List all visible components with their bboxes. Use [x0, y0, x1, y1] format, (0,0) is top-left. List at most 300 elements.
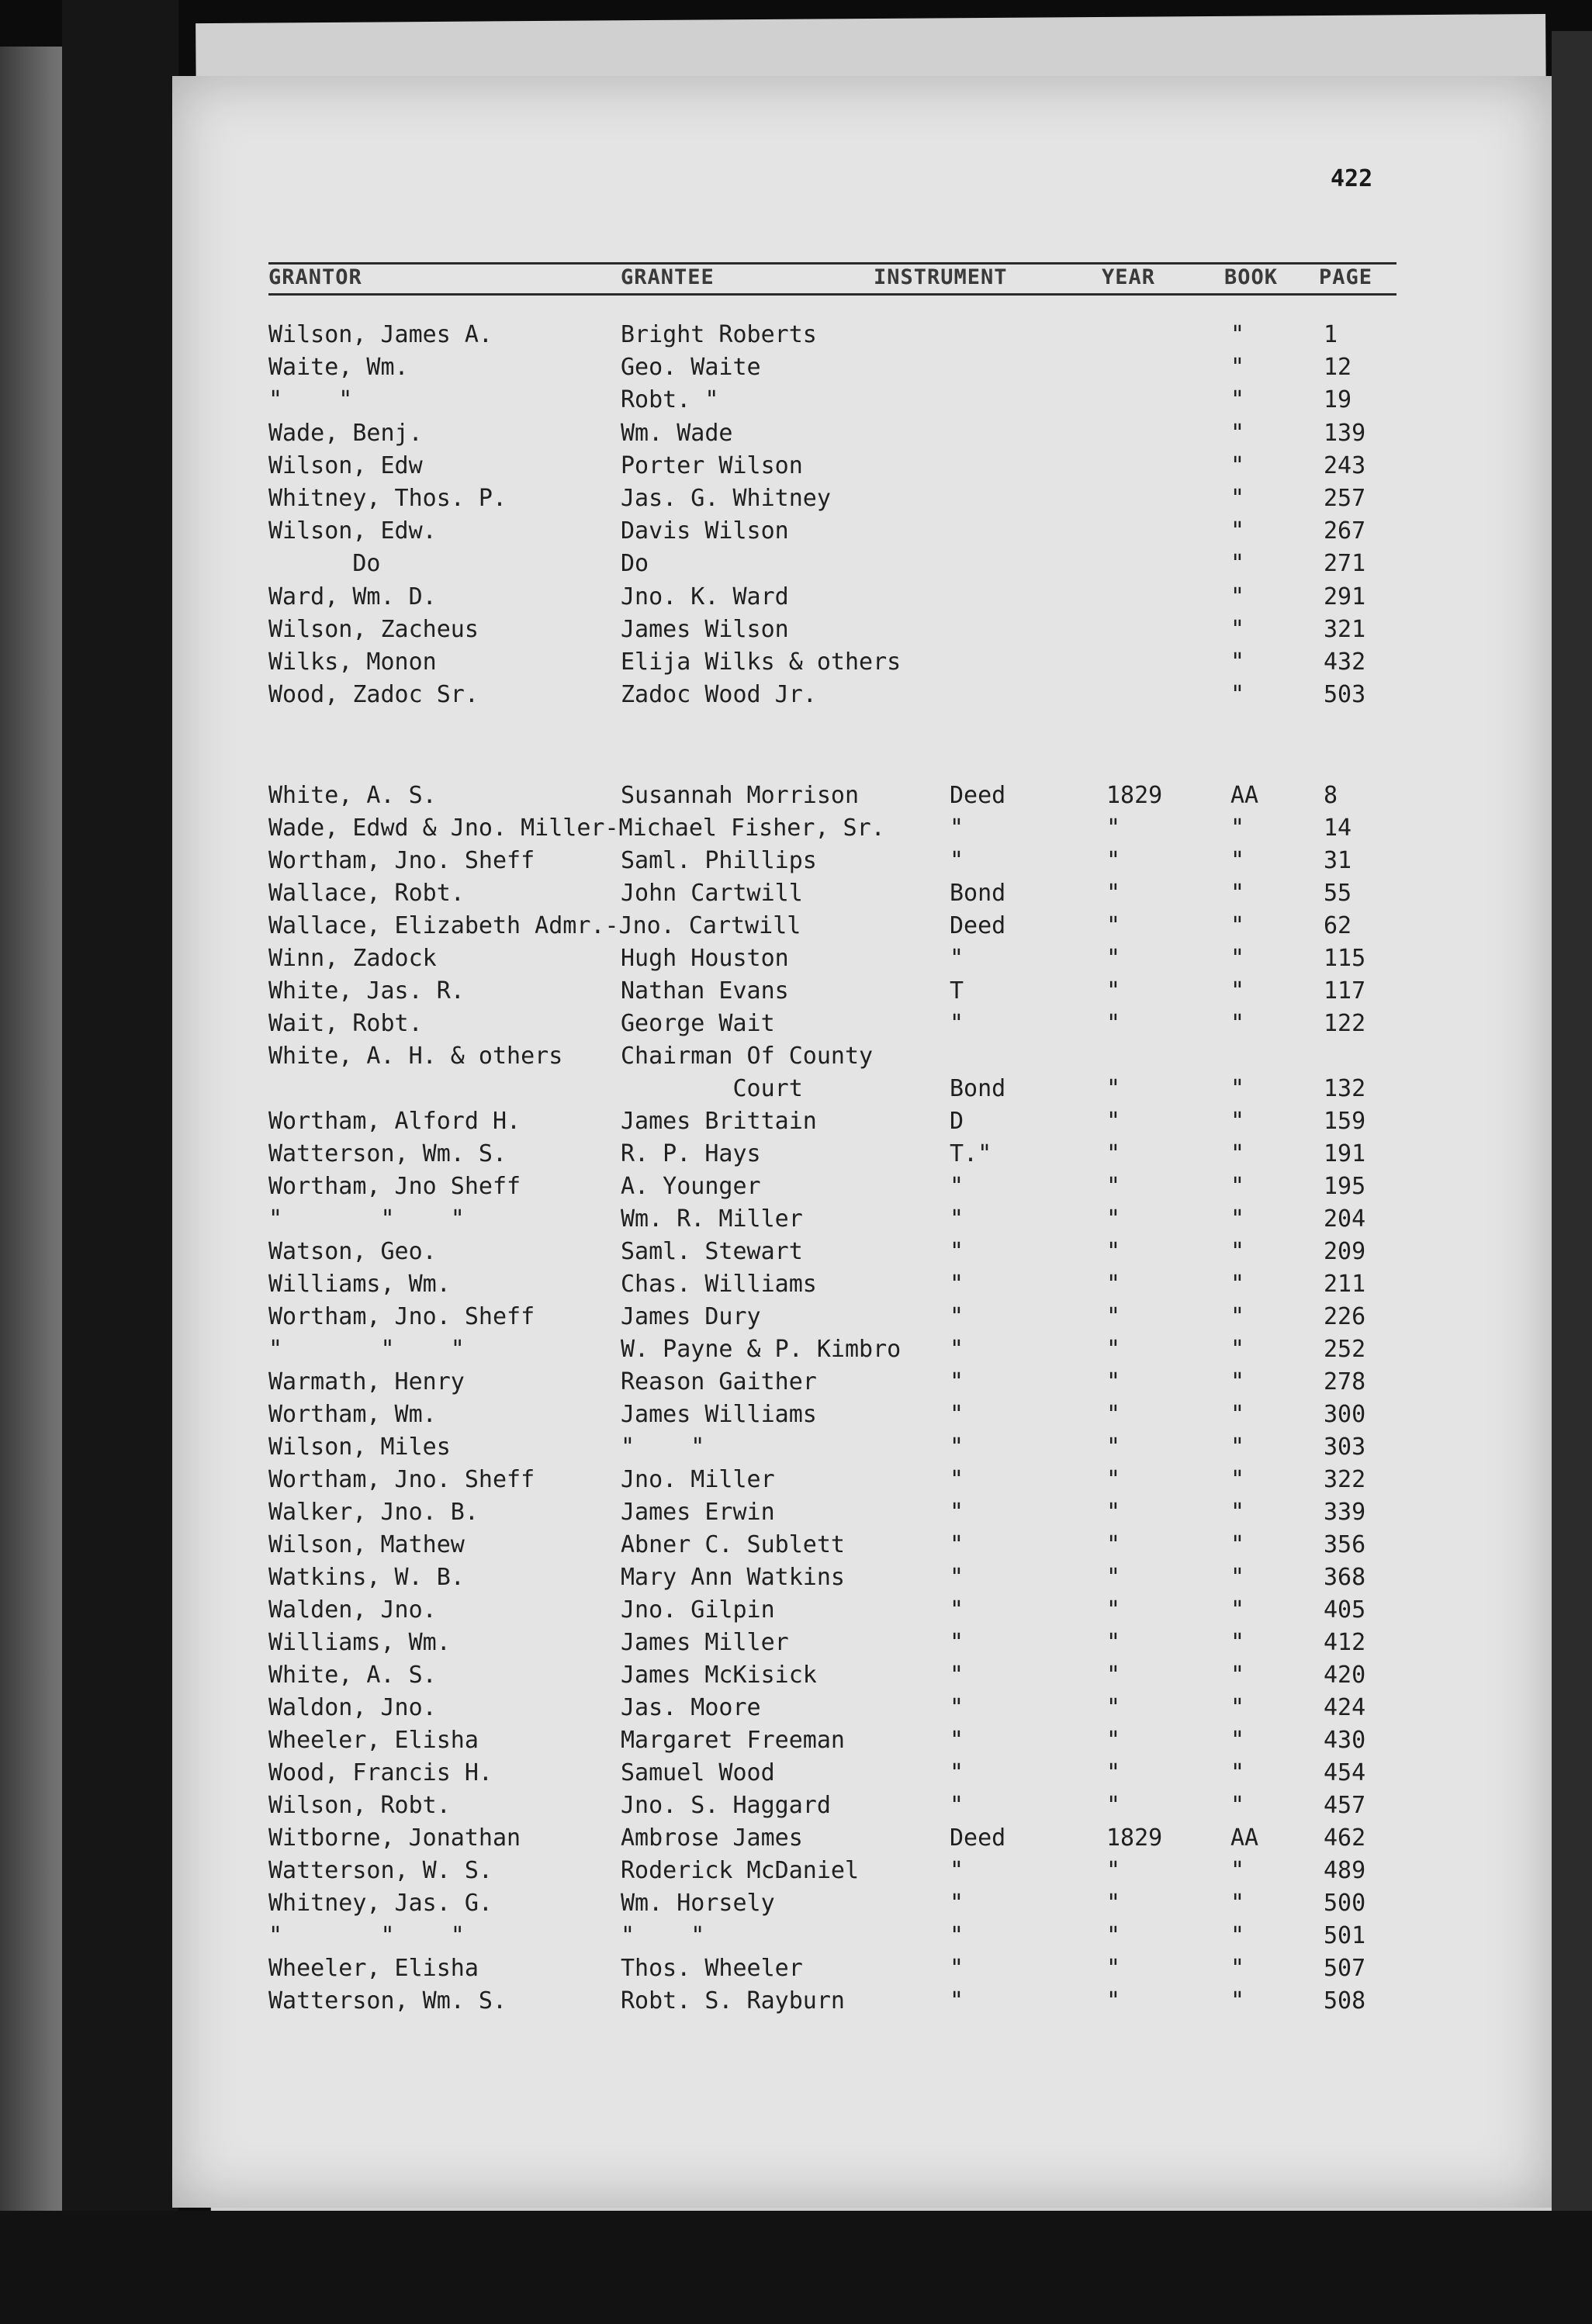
grantor-cell: Waite, Wm. [268, 354, 409, 382]
table-row [0, 1010, 1396, 1039]
table-row [0, 1075, 1396, 1105]
page-cell: 300 [1324, 1401, 1366, 1428]
page-cell: 55 [1324, 880, 1352, 907]
book-cell: " [1230, 1727, 1245, 1754]
book-cell: " [1230, 1010, 1245, 1037]
year-cell: " [1106, 945, 1121, 972]
instrument-cell: " [950, 1564, 964, 1591]
instrument-cell: " [950, 1727, 964, 1754]
year-cell: " [1106, 1205, 1121, 1233]
instrument-cell: " [950, 814, 964, 842]
book-cell: " [1230, 1205, 1245, 1233]
grantor-cell: White, Jas. R. [268, 977, 465, 1005]
table-row [0, 1955, 1396, 1984]
year-cell: " [1106, 1694, 1121, 1721]
book-cell: " [1230, 1466, 1245, 1493]
grantee-cell: John Cartwill [621, 880, 803, 907]
grantee-cell: Saml. Phillips [621, 847, 817, 874]
book-cell: " [1230, 1890, 1245, 1917]
page-cell: 420 [1324, 1662, 1366, 1689]
book-cell: " [1230, 1531, 1245, 1558]
year-cell: " [1106, 1271, 1121, 1298]
grantor-cell: White, A. H. & others [268, 1043, 563, 1070]
grantor-cell: Watson, Geo. [268, 1238, 437, 1265]
book-cell: " [1230, 1499, 1245, 1526]
page-cell: 243 [1324, 451, 1366, 479]
grantee-cell: Elija Wilks & others [621, 648, 902, 676]
book-cell: " [1230, 880, 1245, 907]
table-row [0, 583, 1396, 613]
book-cell: " [1230, 1922, 1245, 1949]
table-row [0, 354, 1396, 383]
grantor-cell: Wilson, James A. [268, 321, 493, 348]
grantor-cell: Warmath, Henry [268, 1368, 465, 1395]
year-cell: " [1106, 912, 1121, 939]
book-cell: " [1230, 1173, 1245, 1200]
instrument-cell: " [950, 1401, 964, 1428]
book-cell: " [1230, 1629, 1245, 1656]
table-row [0, 847, 1396, 877]
grantee-cell: Jas. Moore [621, 1694, 761, 1721]
table-row [0, 1564, 1396, 1593]
grantee-cell: Ambrose James [621, 1824, 803, 1852]
year-cell: " [1106, 1173, 1121, 1200]
instrument-cell: Bond [950, 1075, 1006, 1102]
page-cell: 31 [1324, 847, 1352, 874]
page-cell: 339 [1324, 1499, 1366, 1526]
instrument-cell: Deed [950, 1824, 1006, 1852]
page-cell: 19 [1324, 386, 1352, 414]
instrument-cell: " [950, 1922, 964, 1949]
book-cell: " [1230, 583, 1245, 610]
grantor-cell: White, A. S. [268, 782, 437, 809]
instrument-cell: " [950, 1955, 964, 1982]
book-cell: " [1230, 451, 1245, 479]
grantor-cell: Watterson, W. S. [268, 1857, 493, 1884]
table-row [0, 1824, 1396, 1854]
year-cell: " [1106, 1890, 1121, 1917]
instrument-cell: " [950, 1336, 964, 1363]
book-cell: " [1230, 1662, 1245, 1689]
year-cell: " [1106, 1499, 1121, 1526]
page-number: 422 [1331, 165, 1373, 192]
year-cell: " [1106, 1629, 1121, 1656]
grantee-cell: James Brittain [621, 1108, 817, 1135]
page-cell: 226 [1324, 1303, 1366, 1330]
page-cell: 271 [1324, 550, 1366, 578]
grantor-cell: Watterson, Wm. S. [268, 1140, 507, 1167]
table-row [0, 912, 1396, 942]
book-cell: " [1230, 1987, 1245, 2014]
instrument-cell: T." [950, 1140, 992, 1167]
year-cell: " [1106, 1596, 1121, 1624]
book-cell: " [1230, 321, 1245, 348]
page-cell: 8 [1324, 782, 1338, 809]
grantor-cell: White, A. S. [268, 1662, 437, 1689]
instrument-cell: " [950, 1662, 964, 1689]
grantor-cell: Wilson, Edw [268, 451, 423, 479]
book-cell: " [1230, 1433, 1245, 1461]
book-cell: " [1230, 1108, 1245, 1135]
grantor-cell: Wood, Zadoc Sr. [268, 681, 479, 709]
grantee-cell: Zadoc Wood Jr. [621, 681, 817, 709]
page-cell: 209 [1324, 1238, 1366, 1265]
grantee-cell: George Wait [621, 1010, 775, 1037]
header-book: BOOK [1224, 265, 1279, 289]
table-row [0, 550, 1396, 579]
instrument-cell: " [950, 1596, 964, 1624]
book-cell: " [1230, 977, 1245, 1005]
header-rule-bottom [268, 293, 1396, 296]
year-cell: " [1106, 1564, 1121, 1591]
year-cell: " [1106, 1662, 1121, 1689]
page-cell: 122 [1324, 1010, 1366, 1037]
table-row [0, 1336, 1396, 1365]
book-cell: AA [1230, 782, 1259, 809]
page-cell: 322 [1324, 1466, 1366, 1493]
grantor-cell: Watterson, Wm. S. [268, 1987, 507, 2014]
book-cell: " [1230, 517, 1245, 545]
year-cell: " [1106, 977, 1121, 1005]
book-cell: " [1230, 1401, 1245, 1428]
instrument-cell: Bond [950, 880, 1006, 907]
year-cell: " [1106, 1433, 1121, 1461]
book-cell: " [1230, 1336, 1245, 1363]
book-cell: " [1230, 681, 1245, 709]
instrument-cell: " [950, 1205, 964, 1233]
table-row [0, 616, 1396, 645]
table-row [0, 1205, 1396, 1235]
header-grantor: GRANTOR [268, 265, 362, 289]
grantor-cell: " " " [268, 1922, 465, 1949]
header-instrument: INSTRUMENT [874, 265, 1008, 289]
grantor-cell: Wilson, Robt. [268, 1792, 451, 1819]
book-cell: " [1230, 1596, 1245, 1624]
instrument-cell: Deed [950, 782, 1006, 809]
page-cell: 503 [1324, 681, 1366, 709]
table-row [0, 1792, 1396, 1821]
grantee-cell: R. P. Hays [621, 1140, 761, 1167]
year-cell: " [1106, 1368, 1121, 1395]
grantor-cell: Wortham, Alford H. [268, 1108, 521, 1135]
book-cell: " [1230, 1303, 1245, 1330]
year-cell: " [1106, 847, 1121, 874]
page-cell: 368 [1324, 1564, 1366, 1591]
page-cell: 501 [1324, 1922, 1366, 1949]
book-cell: " [1230, 1075, 1245, 1102]
book-cell: " [1230, 1694, 1245, 1721]
table-row [0, 1531, 1396, 1561]
page-cell: 278 [1324, 1368, 1366, 1395]
year-cell: " [1106, 1238, 1121, 1265]
book-cell: " [1230, 354, 1245, 382]
instrument-cell: " [950, 1987, 964, 2014]
instrument-cell: " [950, 1499, 964, 1526]
book-cell: " [1230, 1759, 1245, 1786]
grantee-cell: James Williams [621, 1401, 817, 1428]
instrument-cell: " [950, 1792, 964, 1819]
grantee-cell: Do [621, 550, 649, 578]
grantor-cell: " " " [268, 1336, 465, 1363]
grantor-cell: Wortham, Jno. Sheff [268, 1466, 535, 1493]
instrument-cell: Deed [950, 912, 1006, 939]
grantee-cell: Wm. Wade [621, 419, 733, 447]
page-cell: 507 [1324, 1955, 1366, 1982]
instrument-cell: " [950, 945, 964, 972]
grantor-cell: Ward, Wm. D. [268, 583, 437, 610]
grantor-cell: Wilson, Miles [268, 1433, 451, 1461]
grantee-cell: Jno. K. Ward [621, 583, 789, 610]
book-cell: " [1230, 1238, 1245, 1265]
table-row [0, 945, 1396, 974]
grantor-cell: Wheeler, Elisha [268, 1955, 479, 1982]
grantee-cell: Porter Wilson [621, 451, 803, 479]
year-cell: " [1106, 1727, 1121, 1754]
grantor-cell: Walden, Jno. [268, 1596, 437, 1624]
table-row [0, 1303, 1396, 1333]
book-cell: " [1230, 1564, 1245, 1591]
grantor-cell: Wortham, Wm. [268, 1401, 437, 1428]
grantee-cell: " " [621, 1922, 705, 1949]
grantor-cell: Wortham, Jno. Sheff [268, 1303, 535, 1330]
instrument-cell: " [950, 847, 964, 874]
table-row [0, 420, 1396, 449]
table-row [0, 648, 1396, 678]
table-row [0, 485, 1396, 514]
table-row [0, 1401, 1396, 1430]
page-cell: 62 [1324, 912, 1352, 939]
table-row [0, 1662, 1396, 1691]
grantor-cell: Walker, Jno. B. [268, 1499, 479, 1526]
year-cell: " [1106, 1303, 1121, 1330]
grantor-cell: Williams, Wm. [268, 1271, 451, 1298]
book-cell: " [1230, 386, 1245, 414]
instrument-cell: " [950, 1531, 964, 1558]
page-cell: 115 [1324, 945, 1366, 972]
grantor-cell: Whitney, Thos. P. [268, 485, 507, 512]
grantor-cell: Wilson, Mathew [268, 1531, 465, 1558]
book-cell: AA [1230, 1824, 1259, 1852]
page-cell: 204 [1324, 1205, 1366, 1233]
year-cell: 1829 [1106, 1824, 1163, 1852]
grantor-cell: Williams, Wm. [268, 1629, 451, 1656]
grantor-cell: Wood, Francis H. [268, 1759, 493, 1786]
grantor-cell: Wade, Edwd & Jno. Miller-Michael Fisher, Sr. [268, 814, 885, 842]
page-cell: 462 [1324, 1824, 1366, 1852]
table-row [0, 1108, 1396, 1137]
grantor-cell: Wait, Robt. [268, 1010, 423, 1037]
table-row [0, 517, 1396, 547]
page-cell: 159 [1324, 1108, 1366, 1135]
table-row [0, 1499, 1396, 1528]
book-cell: " [1230, 419, 1245, 447]
grantee-cell: Jno. Gilpin [621, 1596, 775, 1624]
page-cell: 430 [1324, 1727, 1366, 1754]
grantee-cell: Hugh Houston [621, 945, 789, 972]
grantee-cell: Jas. G. Whitney [621, 485, 831, 512]
grantor-cell: " " [268, 386, 353, 414]
grantee-cell: Wm. R. Miller [621, 1205, 803, 1233]
grantor-cell: Watkins, W. B. [268, 1564, 465, 1591]
header-year: YEAR [1102, 265, 1156, 289]
instrument-cell: " [950, 1433, 964, 1461]
table-row [0, 1987, 1396, 2017]
year-cell: " [1106, 814, 1121, 842]
grantee-cell: W. Payne & P. Kimbro [621, 1336, 902, 1363]
table-row [0, 814, 1396, 844]
table-row [0, 1694, 1396, 1724]
book-cell: " [1230, 1271, 1245, 1298]
book-cell: " [1230, 945, 1245, 972]
grantee-cell: A. Younger [621, 1173, 761, 1200]
grantee-cell: Samuel Wood [621, 1759, 775, 1786]
grantee-cell: Jno. S. Haggard [621, 1792, 831, 1819]
page-cell: 432 [1324, 648, 1366, 676]
grantee-cell: Robt. " [621, 386, 719, 414]
grantee-cell: " " [621, 1433, 705, 1461]
instrument-cell: " [950, 1238, 964, 1265]
table-row [0, 1629, 1396, 1658]
grantor-cell: Wallace, Robt. [268, 880, 465, 907]
header-rule-top [268, 262, 1396, 265]
book-cell: " [1230, 615, 1245, 643]
instrument-cell: " [950, 1759, 964, 1786]
year-cell: " [1106, 1010, 1121, 1037]
page-cell: 412 [1324, 1629, 1366, 1656]
book-cell: " [1230, 814, 1245, 842]
grantor-cell: Whitney, Jas. G. [268, 1890, 493, 1917]
year-cell: " [1106, 1401, 1121, 1428]
book-cell: " [1230, 1368, 1245, 1395]
page-cell: 321 [1324, 615, 1366, 643]
table-row [0, 386, 1396, 416]
instrument-cell: " [950, 1010, 964, 1037]
table-row [0, 1173, 1396, 1202]
table-row [0, 880, 1396, 909]
page-cell: 500 [1324, 1890, 1366, 1917]
grantor-cell: " " " [268, 1205, 465, 1233]
grantee-cell: Bright Roberts [621, 321, 817, 348]
grantor-cell: Witborne, Jonathan [268, 1824, 521, 1852]
page-cell: 195 [1324, 1173, 1366, 1200]
grantee-cell: Mary Ann Watkins [621, 1564, 845, 1591]
table-row [0, 1043, 1396, 1072]
instrument-cell: D [950, 1108, 964, 1135]
table-row [0, 1271, 1396, 1300]
page-cell: 1 [1324, 321, 1338, 348]
instrument-cell: " [950, 1629, 964, 1656]
book-cell: " [1230, 648, 1245, 676]
year-cell: " [1106, 1759, 1121, 1786]
year-cell: " [1106, 1792, 1121, 1819]
year-cell: " [1106, 1955, 1121, 1982]
table-row [0, 1759, 1396, 1789]
page-cell: 508 [1324, 1987, 1366, 2014]
table-row [0, 1596, 1396, 1626]
book-cell: " [1230, 485, 1245, 512]
table-row [0, 1890, 1396, 1919]
book-cell: " [1230, 847, 1245, 874]
page-cell: 132 [1324, 1075, 1366, 1102]
instrument-cell: " [950, 1857, 964, 1884]
grantee-cell: Jno. Miller [621, 1466, 775, 1493]
grantee-cell: Reason Gaither [621, 1368, 817, 1395]
table-row [0, 452, 1396, 482]
grantee-cell: James Wilson [621, 615, 789, 643]
book-cell: " [1230, 1857, 1245, 1884]
page-cell: 191 [1324, 1140, 1366, 1167]
page-cell: 457 [1324, 1792, 1366, 1819]
table-row [0, 321, 1396, 351]
year-cell: 1829 [1106, 782, 1163, 809]
grantor-cell: Wilson, Zacheus [268, 615, 479, 643]
book-cell: " [1230, 912, 1245, 939]
grantee-cell: Thos. Wheeler [621, 1955, 803, 1982]
grantor-cell: Wilks, Monon [268, 648, 437, 676]
header-grantee: GRANTEE [621, 265, 715, 289]
year-cell: " [1106, 1922, 1121, 1949]
grantee-cell: Court [621, 1075, 803, 1102]
page-cell: 291 [1324, 583, 1366, 610]
year-cell: " [1106, 1987, 1121, 2014]
page-cell: 211 [1324, 1271, 1366, 1298]
table-row [0, 1727, 1396, 1756]
bottom-shadow [0, 2211, 1592, 2324]
page-cell: 257 [1324, 485, 1366, 512]
grantee-cell: Geo. Waite [621, 354, 761, 382]
year-cell: " [1106, 1531, 1121, 1558]
grantor-cell: Do [268, 550, 381, 578]
page-cell: 356 [1324, 1531, 1366, 1558]
table-row [0, 1433, 1396, 1463]
grantee-cell: Chas. Williams [621, 1271, 817, 1298]
page-cell: 139 [1324, 419, 1366, 447]
book-cell: " [1230, 1792, 1245, 1819]
grantor-cell: Wade, Benj. [268, 419, 423, 447]
grantee-cell: James Dury [621, 1303, 761, 1330]
year-cell: " [1106, 1336, 1121, 1363]
table-row [0, 1238, 1396, 1267]
instrument-cell: T [950, 977, 964, 1005]
table-row [0, 1140, 1396, 1170]
table-row [0, 1368, 1396, 1398]
grantor-cell: Waldon, Jno. [268, 1694, 437, 1721]
right-edge-shadow [1552, 31, 1592, 2281]
table-row [0, 782, 1396, 811]
page-cell: 117 [1324, 977, 1366, 1005]
grantee-cell: Robt. S. Rayburn [621, 1987, 845, 2014]
instrument-cell: " [950, 1271, 964, 1298]
grantor-cell: Wortham, Jno Sheff [268, 1173, 521, 1200]
table-row [0, 1922, 1396, 1952]
page-cell: 489 [1324, 1857, 1366, 1884]
page-cell: 12 [1324, 354, 1352, 382]
grantee-cell: Roderick McDaniel [621, 1857, 860, 1884]
page-cell: 405 [1324, 1596, 1366, 1624]
grantee-cell: Nathan Evans [621, 977, 789, 1005]
grantee-cell: Chairman Of County [621, 1043, 874, 1070]
page-cell: 454 [1324, 1759, 1366, 1786]
instrument-cell: " [950, 1303, 964, 1330]
header-page: PAGE [1319, 265, 1373, 289]
year-cell: " [1106, 1466, 1121, 1493]
grantee-cell: Wm. Horsely [621, 1890, 775, 1917]
book-cell: " [1230, 1955, 1245, 1982]
year-cell: " [1106, 1108, 1121, 1135]
table-row [0, 977, 1396, 1007]
instrument-cell: " [950, 1173, 964, 1200]
instrument-cell: " [950, 1694, 964, 1721]
